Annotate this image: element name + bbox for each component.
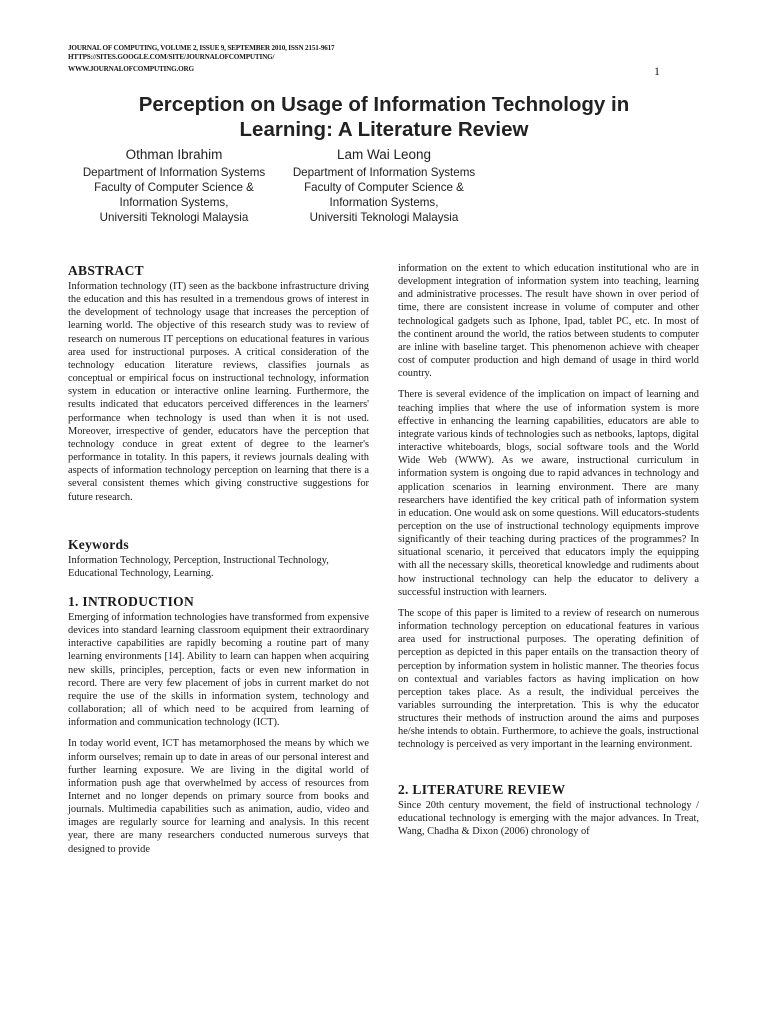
right-column [398, 262, 699, 838]
journal-citation: JOURNAL OF COMPUTING, VOLUME 2, ISSUE 9, SEPTEMBER 2010, ISSN 2151-9617 [68, 44, 335, 52]
introduction-heading: 1. INTRODUCTION [68, 593, 195, 609]
author-block-2 [264, 146, 504, 225]
author-university: Universiti Teknologi Malaysia [99, 211, 249, 224]
body-paragraph-scope: The scope of this paper is limited to a review of research on numerous information technology perception on educational features in various area used for instructional purposes. The operating definition of perception as depicted in this paper entails on the transaction theory of perception by information system in holistic manner. The theories focus on contextual and variables factors as having implication on how perception takes place. As a result, the individual perceives the variables surrounding the interpretation. This is why the educator structures their methods of instruction around the aims and purposes he/she intends to obtain. Furthermore, to achieve the goals, instructional technology is perceived as very important in the learning environment. [398, 607, 699, 751]
left-column [68, 263, 369, 856]
literature-review-text: Since 20th century movement, the field of instructional technology / educational technology is emerging with the major advances. In Treat, Wang, Chadha & Dixon (2006) chronology of [398, 799, 699, 837]
author-faculty: Faculty of Computer Science & [304, 181, 464, 194]
author-name: Lam Wai Leong [336, 147, 432, 162]
introduction-paragraph-1: Emerging of information technologies have transformed from expensive devices into standard learning classroom equipment their extraordinary interactive capabilities are rapidly becoming a routine part of many learning environments [14]. Ability to learn can happen when acquiring new skills, principles, perception, facts or even new information in record. There are very few placement of jobs in current market do not require the use of the skills in information system, technology and collaboration; all of which need to be acquired from learning of information and communication technology (ICT). [68, 611, 369, 729]
author-block-1 [54, 146, 294, 225]
author-faculty-cont: Information Systems, [119, 196, 229, 209]
abstract-text: Information technology (IT) seen as the backbone infrastructure driving the education and this has resulted in a tremendous grows of interest in the development of technology usage that increases the perception of learning world. The objective of this research study was to review of research on numerous IT perceptions on educational features in various area used for instructional purposes. A critical consideration of the technology education literature reviews, classifies journals as conceptual or empirical focus on instructional technology, information system in education or interactive online learning. Furthermore, the results indicated that educators perceived differences in the learners' performance when technology is used than when it is not used. Moreover, irrespective of gender, educators have the perception that technology conduce in great extent of degree to the learner's performance in totality. In this papers, it reviews journals dealing with aspects of information technology perception on learning that there is a several consistent themes which giving constructive suggestions for future research. [68, 281, 369, 503]
author-name: Othman Ibrahim [125, 147, 223, 162]
paper-title-line-1: Perception on Usage of Information Technology in [138, 93, 630, 116]
literature-review-heading: 2. LITERATURE REVIEW [398, 781, 566, 797]
author-faculty: Faculty of Computer Science & [94, 181, 254, 194]
body-paragraph-continued: information on the extent to which education institutional who are in development integration of information system into teaching, learning and administrative processes. The result have shown in over period of time, there are consistent increase in volume of computer and other technological gadgets such as Iphone, Ipad, tablet PC, etc. In most of the continent around the world, the ratios between students to computer are inline with baseline target. This phenomenon achieve with cheaper cost of computer production and high demand of usage in third world country. [398, 263, 699, 380]
keywords-text: Information Technology, Perception, Instructional Technology, Educational Technology, Learning. [68, 554, 329, 579]
author-department: Department of Information Systems [82, 166, 266, 179]
author-department: Department of Information Systems [292, 166, 476, 179]
keywords-heading: Keywords [68, 536, 129, 552]
author-university: Universiti Teknologi Malaysia [309, 211, 459, 224]
abstract-heading: ABSTRACT [68, 263, 144, 278]
paper-title [40, 92, 728, 142]
journal-url: HTTPS://SITES.GOOGLE.COM/SITE/JOURNALOFCOMPUTING/ [68, 53, 275, 61]
body-paragraph-implication: There is several evidence of the implication on impact of learning and teaching implies that where the use of information system is more effective in enhancing the learning capabilities, educators are able to integrate various kinds of technologies such as netbooks, laptops, digital interactive whiteboards, blogs, social software tools and the World Wide Web (WWW). As we aware, instructional curriculum in information system is ongoing due to rapid advances in technology and application scenarios in learning environment. There are many researchers have identified the key critical path of information system in education. One would ask on some questions. Will educators-students perception on the use of instructional technology equipments improve significantly of their teaching during practices of the programmes? In situational scenario, it perceived that educators imply the equipping with all the necessary skills, theoretical knowledge and rudiments about how instructional technology can help the educator to delivery a successful instruction with learners. [398, 389, 699, 598]
paper-title-line-2: Learning: A Literature Review [239, 118, 529, 141]
journal-website: WWW.JOURNALOFCOMPUTING.ORG [68, 65, 194, 73]
author-faculty-cont: Information Systems, [329, 196, 439, 209]
page-number: 1 [654, 64, 660, 78]
introduction-paragraph-2: In today world event, ICT has metamorphosed the means by which we inform ourselves; remain up to date in areas of our personal interest and further learning exposure. We are living in the digital world of information push age that overwhelmed by access of resources from Internet and no longer depends on primary source from books and journals. Multimedia capabilities such as animation, audio, video and images are regularly source for learning and analysis. In this recent year, there are many researchers conducted numerous surveys that designed to provide [68, 738, 369, 855]
